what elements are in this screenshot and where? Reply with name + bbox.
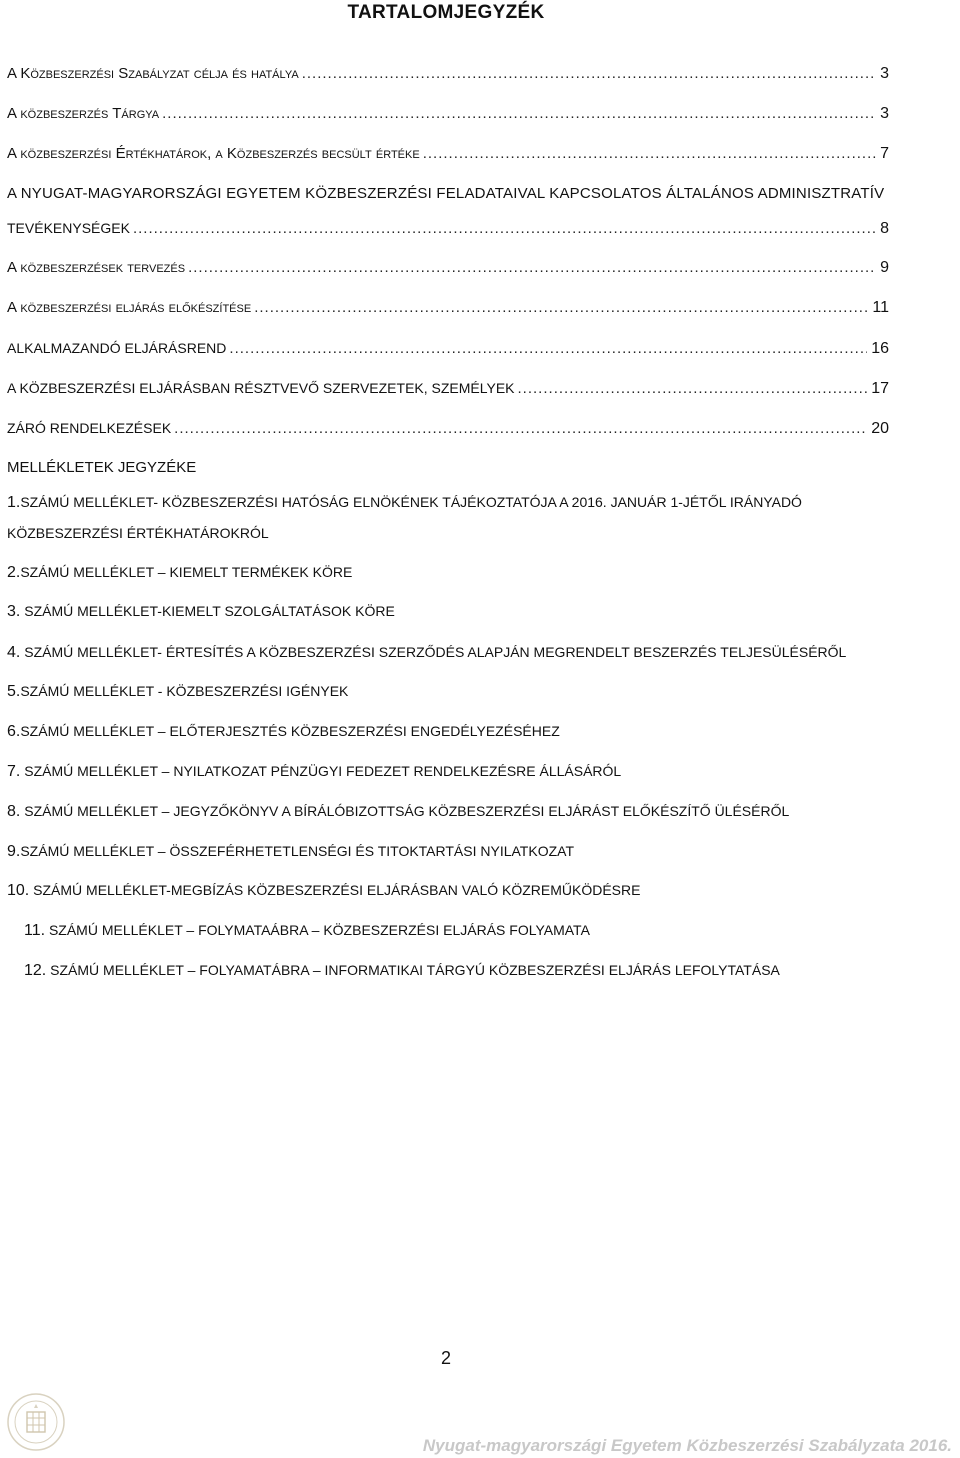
toc-entry[interactable] <box>7 140 889 180</box>
toc-entry-label: ALKALMAZANDÓ ELJÁRÁSREND <box>7 340 227 356</box>
annex-title-line2: KÖZBESZERZÉSI ÉRTÉKHATÁROKRÓL <box>7 525 269 541</box>
toc-leader-dots <box>229 335 867 363</box>
annex-title: SZÁMÚ MELLÉKLET – FOLYAMATÁBRA – INFORMATIKAI TÁRGYÚ KÖZBESZERZÉSI ELJÁRÁS LEFOLYTATÁSA <box>50 962 780 978</box>
annex-number: 12. <box>24 962 47 979</box>
toc-entry-page: 17 <box>871 380 889 397</box>
annex-title: SZÁMÚ MELLÉKLET – FOLYMATAÁBRA – KÖZBESZERZÉSI ELJÁRÁS FOLYAMATA <box>48 922 590 938</box>
toc-leader-dots <box>174 415 867 443</box>
annex-number: 5. <box>7 683 21 700</box>
annex-list-heading: MELLÉKLETEK JEGYZÉKE <box>7 459 197 476</box>
toc-entry-page: 16 <box>871 340 889 357</box>
page-number: 2 <box>440 1348 451 1368</box>
toc-entry-label: A Közbeszerzési Szabályzat célja és hatálya <box>7 65 299 82</box>
toc-entry-page: 20 <box>871 420 889 437</box>
toc-entry-label: ZÁRÓ RENDELKEZÉSEK <box>7 420 172 436</box>
annex-title: SZÁMÚ MELLÉKLET- KÖZBESZERZÉSI HATÓSÁG ELNÖKÉNEK TÁJÉKOZTATÓJA A 2016. JANUÁR 1-JÉTŐL IRÁNYADÓ <box>20 494 802 510</box>
toc-entry-label: A közbeszerzés Tárgya <box>7 105 160 122</box>
table-of-contents <box>7 60 889 492</box>
annex-number: 4. <box>7 644 21 661</box>
annex-title: SZÁMÚ MELLÉKLET – ÖSSZEFÉRHETETLENSÉGI ÉS TITOKTARTÁSI NYILATKOZAT <box>20 843 574 859</box>
toc-entry-label: TEVÉKENYSÉGEK <box>7 220 130 236</box>
annex-title: SZÁMÚ MELLÉKLET-MEGBÍZÁS KÖZBESZERZÉSI ELJÁRÁSBAN VALÓ KÖZREMŰKÖDÉSRE <box>33 882 641 898</box>
annex-title: SZÁMÚ MELLÉKLET – NYILATKOZAT PÉNZÜGYI FEDEZET RENDELKEZÉSRE ÁLLÁSÁRÓL <box>24 763 622 779</box>
toc-entry-label: A közbeszerzések tervezés <box>7 259 186 276</box>
annex-item[interactable] <box>7 879 907 902</box>
annex-title: SZÁMÚ MELLÉKLET-KIEMELT SZOLGÁLTATÁSOK KÖRE <box>24 603 395 619</box>
annex-title: SZÁMÚ MELLÉKLET – JEGYZŐKÖNYV A BÍRÁLÓBIZOTTSÁG KÖZBESZERZÉSI ELJÁRÁST ELŐKÉSZÍTŐ ÜLÉSÉRŐL <box>24 803 790 819</box>
annex-item[interactable] <box>7 680 907 703</box>
annex-title: SZÁMÚ MELLÉKLET - KÖZBESZERZÉSI IGÉNYEK <box>20 683 349 699</box>
toc-leader-dots <box>302 60 876 88</box>
toc-entry-page: 7 <box>880 145 889 162</box>
toc-entry-label: A közbeszerzési Értékhatárok, a Közbeszerzés becsült értéke <box>7 145 420 162</box>
toc-entry-page: 11 <box>872 299 889 316</box>
annex-item[interactable] <box>7 760 907 783</box>
annex-item[interactable] <box>7 840 907 863</box>
toc-leader-dots <box>133 215 876 243</box>
annex-item[interactable] <box>7 800 907 823</box>
toc-leader-dots <box>518 375 868 403</box>
toc-entry[interactable] <box>7 254 889 294</box>
annex-item[interactable] <box>24 959 924 982</box>
annex-number: 9. <box>7 843 21 860</box>
annex-title: SZÁMÚ MELLÉKLET – ELŐTERJESZTÉS KÖZBESZERZÉSI ENGEDÉLYEZÉSÉHEZ <box>20 723 560 739</box>
toc-entry[interactable] <box>7 60 889 100</box>
annex-number: 10. <box>7 882 30 899</box>
annex-title: SZÁMÚ MELLÉKLET – KIEMELT TERMÉKEK KÖRE <box>20 564 353 580</box>
toc-title: TARTALOMJEGYZÉK <box>347 2 545 23</box>
toc-entry-page: 3 <box>880 65 889 82</box>
annex-item-continuation <box>7 522 907 544</box>
document-footer: Nyugat-magyarországi Egyetem Közbeszerzési Szabályzata 2016. <box>422 1436 952 1455</box>
toc-entry[interactable] <box>7 100 889 140</box>
toc-entry[interactable] <box>7 414 889 454</box>
toc-leader-dots <box>162 100 876 128</box>
annex-item[interactable] <box>7 600 907 623</box>
toc-leader-dots <box>188 254 876 282</box>
annex-number: 11. <box>24 922 46 939</box>
university-seal-icon <box>6 1392 66 1452</box>
toc-entry-first-line[interactable]: A NYUGAT-MAGYARORSZÁGI EGYETEM KÖZBESZERZÉSI FELADATAIVAL KAPCSOLATOS ÁLTALÁNOS ADMINISZTRATÍV <box>7 185 885 202</box>
annex-item[interactable] <box>7 561 907 584</box>
toc-entry-label: A KÖZBESZERZÉSI ELJÁRÁSBAN RÉSZTVEVŐ SZERVEZETEK, SZEMÉLYEK <box>7 380 515 396</box>
annex-number: 6. <box>7 723 21 740</box>
annex-number: 1. <box>7 494 21 511</box>
toc-entry-page: 9 <box>880 259 889 276</box>
annex-title: SZÁMÚ MELLÉKLET- ÉRTESÍTÉS A KÖZBESZERZÉSI SZERZŐDÉS ALAPJÁN MEGRENDELT BESZERZÉS TELJESÜLÉSÉRŐL <box>24 644 847 660</box>
annex-item[interactable] <box>7 641 907 664</box>
toc-leader-dots <box>254 294 868 322</box>
annex-number: 7. <box>7 763 21 780</box>
toc-entry[interactable] <box>7 294 889 334</box>
toc-entry-page: 3 <box>880 105 889 122</box>
toc-entry[interactable] <box>7 214 889 254</box>
toc-entry-label: A közbeszerzési eljárás előkészítése <box>7 299 252 316</box>
annex-number: 3. <box>7 603 21 620</box>
annex-item[interactable] <box>7 491 907 514</box>
toc-entry[interactable] <box>7 334 889 374</box>
annex-number: 8. <box>7 803 21 820</box>
annex-item[interactable] <box>24 919 924 942</box>
toc-entry-page: 8 <box>880 220 889 237</box>
annex-item[interactable] <box>7 720 907 743</box>
toc-entry[interactable] <box>7 374 889 414</box>
toc-leader-dots <box>423 140 876 168</box>
annex-number: 2. <box>7 564 21 581</box>
